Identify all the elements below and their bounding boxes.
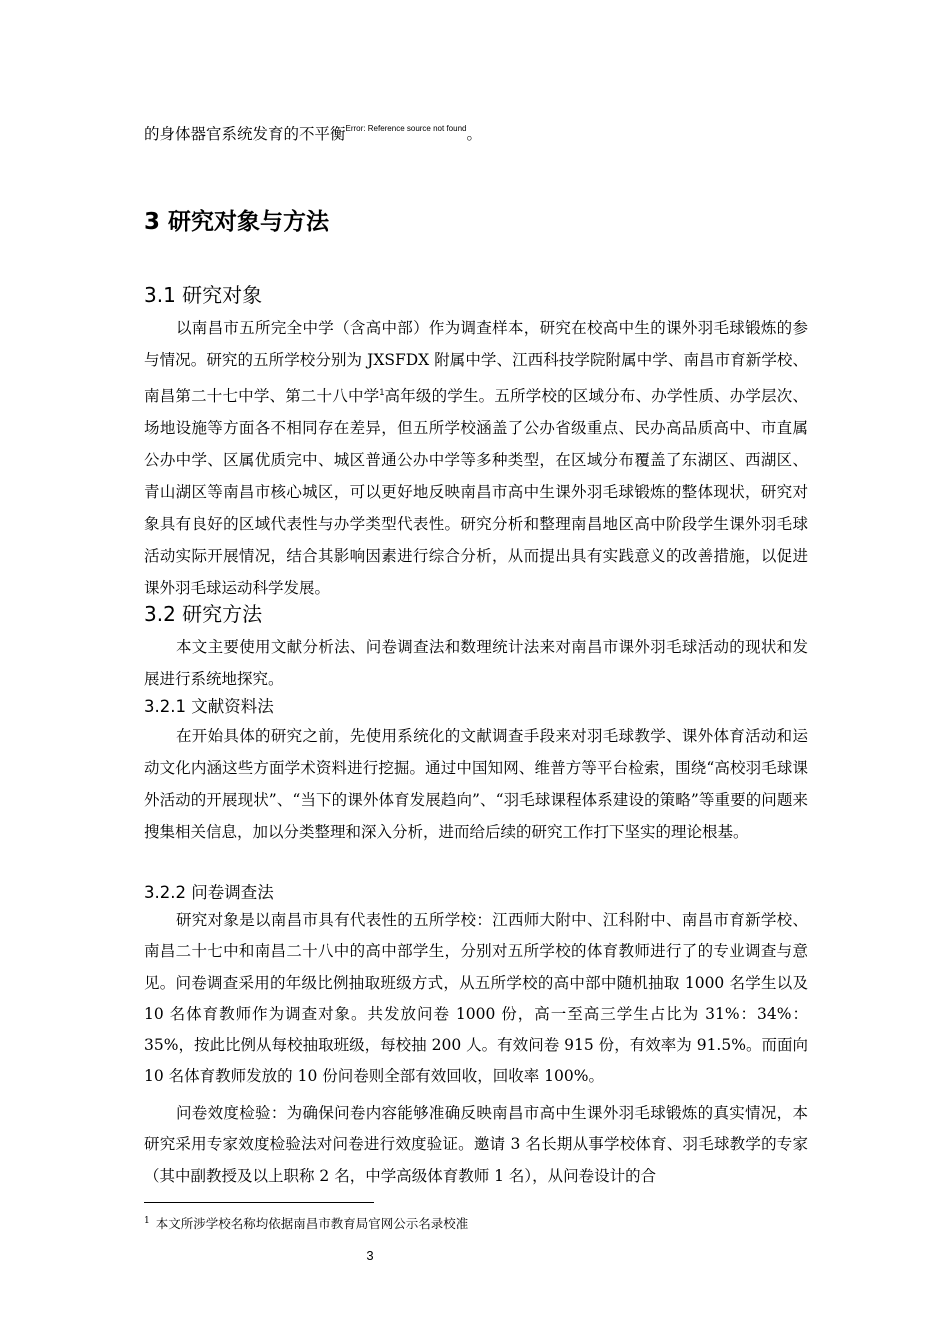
section-3-1-text-a: 以南昌市五所完全中学（含高中部）作为调查样本，研究在校高中生的课外羽毛球锻炼的参与情况。研究的五所学校分别为 JXSFDX 附属中学、江西科技学院附属中学、南昌市育新学校、南昌第二十七中学、第二十八中学 (144, 319, 808, 405)
section-3-2-2-paragraph-2: 问卷效度检验：为确保问卷内容能够准确反映南昌市高中生课外羽毛球锻炼的真实情况，本研究采用专家效度检验法对问卷进行效度验证。邀请 3 名长期从事学校体育、羽毛球教学的专家（其中副教授及以上职称 2 名，中学高级体育教师 1 名），从问卷设计的合 (144, 1104, 808, 1185)
section-3-2-1-heading: 3.2.1 文献资料法 (144, 697, 274, 716)
section-3-heading: 3 研究对象与方法 (144, 209, 330, 235)
footnote-text: 本文所涉学校名称均依据南昌市教育局官网公示名录校准 (155, 1216, 469, 1231)
reference-error-note: Error: Reference source not found (345, 124, 467, 133)
continued-paragraph (144, 119, 844, 144)
footnote-reference: 1 (379, 387, 385, 397)
section-3-1-heading: 3.1 研究对象 (144, 283, 263, 307)
section-3-1-paragraph (144, 312, 808, 604)
section-3-2-intro: 本文主要使用文献分析法、问卷调查法和数理统计法来对南昌市课外羽毛球活动的现状和发展进行系统地探究。 (144, 638, 808, 688)
page-number: 3 (366, 1248, 374, 1263)
footnote (144, 1212, 808, 1233)
section-3-2-2-heading: 3.2.2 问卷调查法 (144, 883, 274, 902)
section-3-1-text-b: 高年级的学生。五所学校的区域分布、办学性质、办学层次、场地设施等方面各不相同存在差异，但五所学校涵盖了公办省级重点、民办高品质高中、市直属公办中学、区属优质完中、城区普通公办中学等多种类型，在区域分布覆盖了东湖区、西湖区、青山湖区等南昌市核心城区，可以更好地反映南昌市高中生课外羽毛球锻炼的整体现状，研究对象具有良好的区域代表性与办学类型代表性。研究分析和整理南昌地区高中阶段学生课外羽毛球活动实际开展情况，结合其影响因素进行综合分析，从而提出具有实践意义的改善措施，以促进课外羽毛球运动科学发展。 (144, 387, 808, 597)
section-3-2-heading: 3.2 研究方法 (144, 602, 263, 626)
footnote-separator (144, 1202, 374, 1203)
section-3-2-1-paragraph: 在开始具体的研究之前，先使用系统化的文献调查手段来对羽毛球教学、课外体育活动和运动文化内涵这些方面学术资料进行挖掘。通过中国知网、维普方等平台检索，围绕“高校羽毛球课外活动的开展现状”、“当下的课外体育发展趋向”、“羽毛球课程体系建设的策略”等重要的问题来搜集相关信息，加以分类整理和深入分析，进而给后续的研究工作打下坚实的理论根基。 (144, 727, 808, 841)
section-3-2-2-paragraph-1: 研究对象是以南昌市具有代表性的五所学校：江西师大附中、江科附中、南昌市育新学校、南昌二十七中和南昌二十八中的高中部学生，分别对五所学校的体育教师进行了的专业调查与意见。问卷调查采用的年级比例抽取班级方式，从五所学校的高中部中随机抽取 1000 名学生以及 10 名体育教师作为调查对象。共发放问卷 1000 份，高一至高三学生占比为 31%：34%：35%，按此比例从每校抽取班级，每校抽 200 人。有效问卷 915 份，有效率为 91.5%。而面向 10 名体育教师发放的 10 份问卷则全部有效回收，回收率 100%。 (144, 911, 808, 1086)
continued-text: 的身体器官系统发育的不平衡 (144, 125, 346, 143)
sentence-end: 。 (466, 125, 482, 143)
footnote-mark: 1 (144, 1216, 150, 1226)
